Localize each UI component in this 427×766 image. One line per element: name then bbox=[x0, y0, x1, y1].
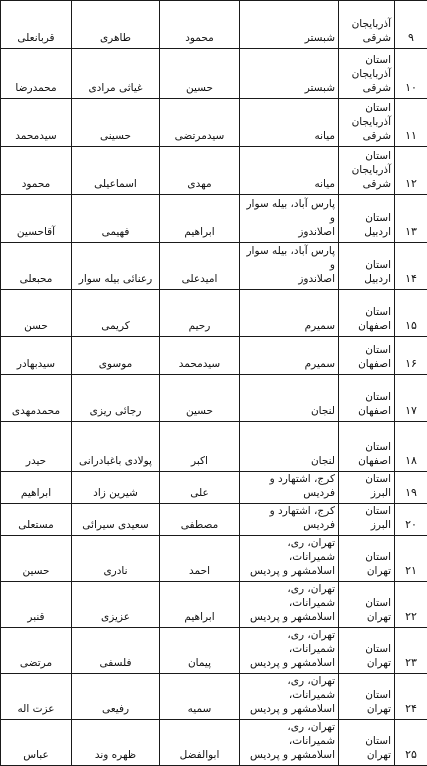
last-name-cell: موسوی bbox=[72, 337, 160, 375]
province-cell: استان اردبیل bbox=[339, 195, 395, 243]
table-row bbox=[1, 1, 427, 49]
father-name-cell: ابراهیم bbox=[160, 582, 240, 628]
first-name-cell: مستعلی bbox=[1, 504, 72, 536]
table-row bbox=[1, 422, 427, 472]
father-name-cell: محمود bbox=[160, 1, 240, 49]
first-name-cell: سیدمحمد bbox=[1, 99, 72, 147]
province-cell: استان اصفهان bbox=[339, 337, 395, 375]
province-cell: استان تهران bbox=[339, 582, 395, 628]
province-cell: استان تهران bbox=[339, 536, 395, 582]
first-name-cell: عباس bbox=[1, 720, 72, 766]
city-cell: شبستر bbox=[240, 49, 339, 99]
city-cell: تهران، ری، شمیرانات، اسلامشهر و پردیس bbox=[240, 582, 339, 628]
province-cell: استان اصفهان bbox=[339, 422, 395, 472]
last-name-cell: شیرین زاد bbox=[72, 472, 160, 504]
first-name-cell: حسین bbox=[1, 536, 72, 582]
city-cell: سمیرم bbox=[240, 290, 339, 337]
city-cell: شبستر bbox=[240, 1, 339, 49]
last-name-cell: نادری bbox=[72, 536, 160, 582]
last-name-cell: عزیزی bbox=[72, 582, 160, 628]
city-cell: میانه bbox=[240, 99, 339, 147]
city-cell: لنجان bbox=[240, 375, 339, 422]
table-row bbox=[1, 504, 427, 536]
father-name-cell: رحیم bbox=[160, 290, 240, 337]
row-number: ۱۴ bbox=[395, 243, 427, 290]
province-cell: استان اصفهان bbox=[339, 290, 395, 337]
first-name-cell: محبعلی bbox=[1, 243, 72, 290]
last-name-cell: فهیمی bbox=[72, 195, 160, 243]
first-name-cell: قنبر bbox=[1, 582, 72, 628]
father-name-cell: حسین bbox=[160, 49, 240, 99]
table-row bbox=[1, 674, 427, 720]
row-number: ۲۵ bbox=[395, 720, 427, 766]
row-number: ۱۶ bbox=[395, 337, 427, 375]
city-cell: سمیرم bbox=[240, 337, 339, 375]
first-name-cell: حسن bbox=[1, 290, 72, 337]
last-name-cell: رعنائی بیله سوار bbox=[72, 243, 160, 290]
table-row bbox=[1, 375, 427, 422]
table-row bbox=[1, 536, 427, 582]
last-name-cell: ظهره وند bbox=[72, 720, 160, 766]
row-number: ۲۲ bbox=[395, 582, 427, 628]
province-cell: استان اصفهان bbox=[339, 375, 395, 422]
last-name-cell: پولادی باغبادرانی bbox=[72, 422, 160, 472]
father-name-cell: مصطفی bbox=[160, 504, 240, 536]
last-name-cell: فلسفی bbox=[72, 628, 160, 674]
row-number: ۱۲ bbox=[395, 147, 427, 195]
city-cell: پارس آباد، بیله سوار و اصلاندوز bbox=[240, 195, 339, 243]
first-name-cell: آقاحسین bbox=[1, 195, 72, 243]
row-number: ۱۳ bbox=[395, 195, 427, 243]
province-cell: استان آذربایجان شرقی bbox=[339, 49, 395, 99]
city-cell: تهران، ری، شمیرانات، اسلامشهر و پردیس bbox=[240, 628, 339, 674]
city-cell: پارس آباد، بیله سوار و اصلاندوز bbox=[240, 243, 339, 290]
province-cell: استان البرز bbox=[339, 504, 395, 536]
province-cell: استان اردبیل bbox=[339, 243, 395, 290]
first-name-cell: حیدر bbox=[1, 422, 72, 472]
table-row bbox=[1, 582, 427, 628]
row-number: ۲۰ bbox=[395, 504, 427, 536]
first-name-cell: عزت اله bbox=[1, 674, 72, 720]
city-cell: تهران، ری، شمیرانات، اسلامشهر و پردیس bbox=[240, 536, 339, 582]
table-row bbox=[1, 720, 427, 766]
row-number: ۱۵ bbox=[395, 290, 427, 337]
table-row bbox=[1, 628, 427, 674]
father-name-cell: سمیه bbox=[160, 674, 240, 720]
father-name-cell: علی bbox=[160, 472, 240, 504]
father-name-cell: ابوالفضل bbox=[160, 720, 240, 766]
city-cell: لنجان bbox=[240, 422, 339, 472]
first-name-cell: محمدمهدی bbox=[1, 375, 72, 422]
father-name-cell: احمد bbox=[160, 536, 240, 582]
row-number: ۹ bbox=[395, 1, 427, 49]
first-name-cell: ابراهیم bbox=[1, 472, 72, 504]
table-row bbox=[1, 147, 427, 195]
last-name-cell: کریمی bbox=[72, 290, 160, 337]
province-cell: استان آذربایجان شرقی bbox=[339, 147, 395, 195]
father-name-cell: اکبر bbox=[160, 422, 240, 472]
last-name-cell: رفیعی bbox=[72, 674, 160, 720]
first-name-cell: مرتضی bbox=[1, 628, 72, 674]
last-name-cell: حسینی bbox=[72, 99, 160, 147]
province-cell: استان البرز bbox=[339, 472, 395, 504]
row-number: ۲۳ bbox=[395, 628, 427, 674]
row-number: ۱۹ bbox=[395, 472, 427, 504]
table-row bbox=[1, 99, 427, 147]
last-name-cell: رجائی ریزی bbox=[72, 375, 160, 422]
table-body bbox=[1, 1, 427, 766]
first-name-cell: سیدبهادر bbox=[1, 337, 72, 375]
father-name-cell: ابراهیم bbox=[160, 195, 240, 243]
table-row bbox=[1, 472, 427, 504]
last-name-cell: اسماعیلی bbox=[72, 147, 160, 195]
last-name-cell: طاهری bbox=[72, 1, 160, 49]
last-name-cell: غیاثی مرادی bbox=[72, 49, 160, 99]
province-cell: آذربایجان شرقی bbox=[339, 1, 395, 49]
row-number: ۱۸ bbox=[395, 422, 427, 472]
row-number: ۱۰ bbox=[395, 49, 427, 99]
father-name-cell: سیدمحمد bbox=[160, 337, 240, 375]
province-cell: استان تهران bbox=[339, 720, 395, 766]
father-name-cell: امیدعلی bbox=[160, 243, 240, 290]
father-name-cell: پیمان bbox=[160, 628, 240, 674]
row-number: ۱۱ bbox=[395, 99, 427, 147]
first-name-cell: محمدرضا bbox=[1, 49, 72, 99]
table-row bbox=[1, 290, 427, 337]
table-row bbox=[1, 337, 427, 375]
province-cell: استان تهران bbox=[339, 674, 395, 720]
city-cell: تهران، ری، شمیرانات، اسلامشهر و پردیس bbox=[240, 720, 339, 766]
row-number: ۲۱ bbox=[395, 536, 427, 582]
province-cell: استان آذربایجان شرقی bbox=[339, 99, 395, 147]
father-name-cell: سیدمرتضی bbox=[160, 99, 240, 147]
last-name-cell: سعیدی سیرائی bbox=[72, 504, 160, 536]
table-row bbox=[1, 49, 427, 99]
province-cell: استان تهران bbox=[339, 628, 395, 674]
city-cell: کرج، اشتهارد و فردیس bbox=[240, 472, 339, 504]
father-name-cell: مهدی bbox=[160, 147, 240, 195]
city-cell: میانه bbox=[240, 147, 339, 195]
first-name-cell: قربانعلی bbox=[1, 1, 72, 49]
table-row bbox=[1, 195, 427, 243]
father-name-cell: حسین bbox=[160, 375, 240, 422]
city-cell: تهران، ری، شمیرانات، اسلامشهر و پردیس bbox=[240, 674, 339, 720]
first-name-cell: محمود bbox=[1, 147, 72, 195]
row-number: ۲۴ bbox=[395, 674, 427, 720]
table-row bbox=[1, 243, 427, 290]
row-number: ۱۷ bbox=[395, 375, 427, 422]
city-cell: کرج، اشتهارد و فردیس bbox=[240, 504, 339, 536]
